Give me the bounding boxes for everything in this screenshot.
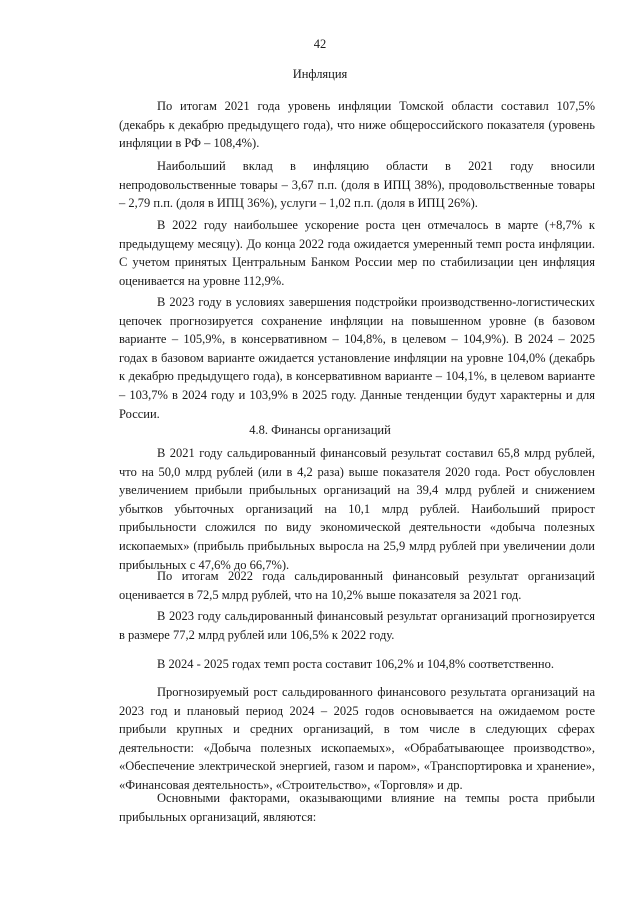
finance-paragraph-2: По итогам 2022 года сальдированный финансовый результат организаций оценивается в 72,5 млрд рублей, что на 10,2% выше показателя за 2021 год.: [119, 569, 595, 602]
finance-paragraph-1: В 2021 году сальдированный финансовый результат составил 65,8 млрд рублей, что на 50,0 млрд рублей (или в 4,2 раза) выше показателя 2020 года. Рост обусловлен увеличением прибыли прибыльных организаций на 39,4 млрд рублей и снижением убытков убыточных организаций на 10,1 млрд рублей. Наибольший прирост прибыльности сложился по виду экономической деятельности «добыча полезных ископаемых» (прибыль прибыльных выросла на 25,9 млрд рублей при увеличении доли прибыльных с 47,6% до 66,7%).: [119, 446, 595, 572]
inflation-paragraph-4: В 2023 году в условиях завершения подстройки производственно-логистических цепочек прогнозируется сохранение инфляции на повышенном уровне (в базовом варианте – 105,9%, в консервативном – 104,8%, в целевом – 104,9%). В 2024 – 2025 годах в базовом варианте ожидается установление инфляции на уровне 104,0% (декабрь к декабрю предыдущего года), в консервативном варианте – 104,1%, в целевом варианте – 103,7% в 2024 году и 103,9% в 2025 году. Данные тенденции будут характерны и для России.: [119, 295, 595, 421]
page-number: 42: [313, 37, 327, 51]
inflation-paragraph-3: В 2022 году наибольшее ускорение роста цен отмечалось в марте (+8,7% к предыдущему месяцу). До конца 2022 года ожидается умеренный темп роста инфляции. С учетом принятых Центральным Банком России мер по стабилизации цен инфляция оценивается на уровне 112,9%.: [119, 218, 595, 288]
finance-paragraph-6: Основными факторами, оказывающими влияние на темпы роста прибыли прибыльных организаций, являются:: [119, 791, 595, 824]
section-title-inflation: Инфляция: [292, 67, 348, 81]
finance-paragraph-5: Прогнозируемый рост сальдированного финансового результата организаций на 2023 год и плановый период 2024 – 2025 годов основывается на ожидаемом росте прибыли крупных и средних организаций, в том числе в следующих сферах деятельности: «Добыча полезных ископаемых», «Обрабатывающее производство», «Обеспечение электрической энергией, газом и паром», «Транспортировка и хранение», «Финансовая деятельность», «Строительство», «Торговля» и др.: [119, 685, 595, 792]
inflation-paragraph-2: Наибольший вклад в инфляцию области в 2021 году вносили непродовольственные товары – 3,67 п.п. (доля в ИПЦ 38%), продовольственные товары – 2,79 п.п. (доля в ИПЦ 36%), услуги – 1,02 п.п. (доля в ИПЦ 26%).: [119, 159, 595, 211]
section-title-finance: 4.8. Финансы организаций: [249, 423, 391, 437]
finance-paragraph-4: В 2024 - 2025 годах темп роста составит 106,2% и 104,8% соответственно.: [157, 657, 554, 671]
inflation-paragraph-1: По итогам 2021 года уровень инфляции Томской области составил 107,5% (декабрь к декабрю предыдущего года), что ниже общероссийского показателя (уровень инфляции в РФ – 108,4%).: [119, 99, 595, 151]
finance-paragraph-3: В 2023 году сальдированный финансовый результат организаций прогнозируется в размере 77,2 млрд рублей или 106,5% к 2022 году.: [119, 609, 595, 642]
